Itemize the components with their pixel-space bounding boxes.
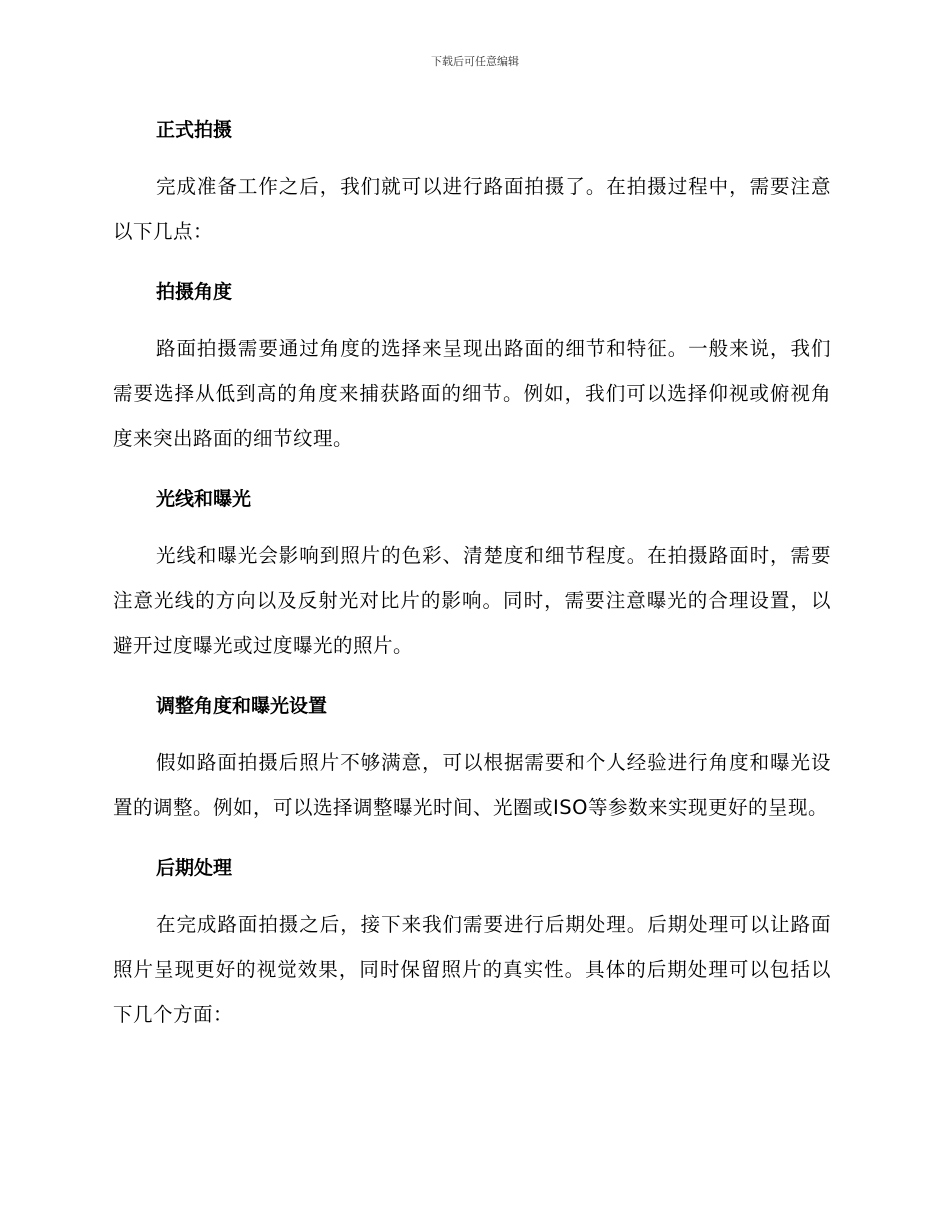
section-paragraph: 光线和曝光会影响到照片的色彩、清楚度和细节程度。在拍摄路面时，需要注意光线的方向以及反射光对比片的影响。同时，需要注意曝光的合理设置，以避开过度曝光或过度曝光的照片。 — [113, 544, 831, 657]
section-paragraph: 路面拍摄需要通过角度的选择来呈现出路面的细节和特征。一般来说，我们需要选择从低到高的角度来捕获路面的细节。例如，我们可以选择仰视或俯视角度来突出路面的细节纹理。 — [113, 337, 831, 450]
section-heading: 后期处理 — [156, 857, 233, 879]
section-formal-shooting — [113, 108, 831, 254]
section-light-exposure — [113, 477, 831, 668]
section-heading: 拍摄角度 — [156, 281, 233, 303]
section-adjust-settings — [113, 684, 831, 830]
section-paragraph: 在完成路面拍摄之后，接下来我们需要进行后期处理。后期处理可以让路面照片呈现更好的视觉效果，同时保留照片的真实性。具体的后期处理可以包括以下几个方面： — [113, 913, 831, 1026]
section-post-processing — [113, 846, 831, 1037]
section-paragraph: 假如路面拍摄后照片不够满意，可以根据需要和个人经验进行角度和曝光设置的调整。例如，可以选择调整曝光时间、光圈或ISO等参数来实现更好的呈现。 — [113, 751, 831, 819]
section-paragraph: 完成准备工作之后，我们就可以进行路面拍摄了。在拍摄过程中，需要注意以下几点： — [113, 175, 831, 243]
document-body — [113, 108, 831, 1053]
section-shooting-angle — [113, 270, 831, 461]
section-heading: 调整角度和曝光设置 — [156, 695, 328, 717]
section-heading: 正式拍摄 — [156, 119, 233, 141]
page-header-note: 下载后可任意编辑 — [431, 55, 519, 68]
section-heading: 光线和曝光 — [156, 488, 252, 510]
